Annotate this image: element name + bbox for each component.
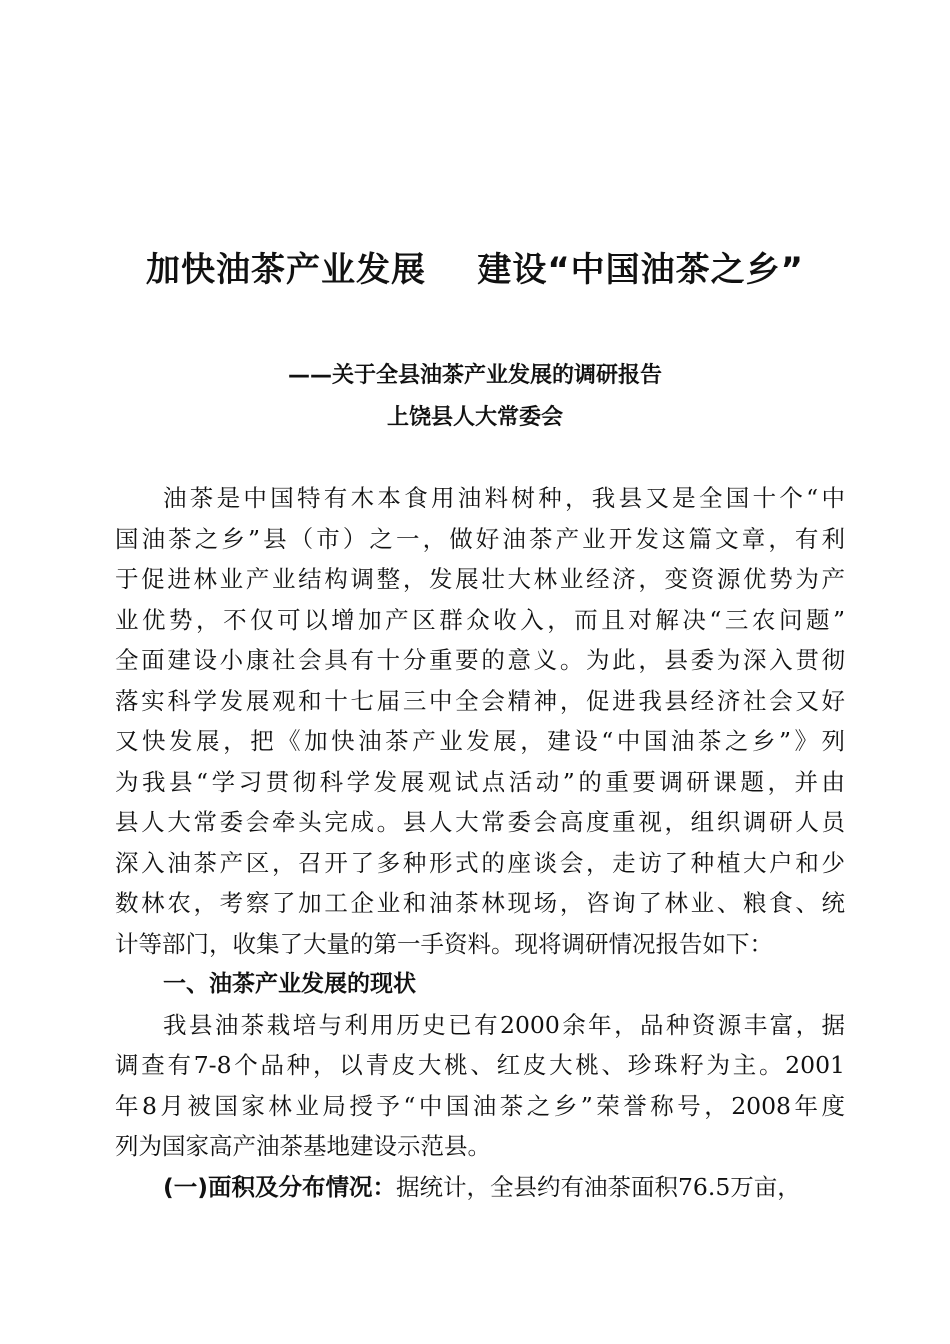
document-subtitle: ——关于全县油茶产业发展的调研报告: [287, 363, 662, 388]
subsection-text: 据统计，全县约有油茶面积76.5万亩，: [395, 1172, 801, 1201]
paragraph-line: 落实科学发展观和十七届三中全会精神，促进我县经济社会又好: [115, 686, 845, 715]
document-author: 上饶县人大常委会: [386, 405, 563, 430]
paragraph-line: 年8月被国家林业局授予“中国油茶之乡”荣誉称号，2008年度: [115, 1091, 845, 1120]
paragraph-line: 油茶是中国特有木本食用油料树种，我县又是全国十个“中: [163, 484, 845, 512]
paragraph-line: 调查有7-8个品种，以青皮大桃、红皮大桃、珍珠籽为主。2001: [115, 1051, 845, 1079]
paragraph-line: 列为国家高产油茶基地建设示范县。: [115, 1132, 491, 1160]
paragraph-line: 县人大常委会牵头完成。县人大常委会高度重视，组织调研人员: [115, 808, 845, 836]
paragraph-line: 深入油茶产区，召开了多种形式的座谈会，走访了种植大户和少: [115, 848, 845, 877]
document-body: [115, 478, 845, 1207]
paragraph-line: 又快发展，把《加快油茶产业发展，建设“中国油茶之乡”》列: [115, 727, 845, 755]
paragraph-line: 业优势，不仅可以增加产区群众收入，而且对解决“三农问题”: [115, 605, 845, 634]
paragraph-line: 我县油茶栽培与利用历史已有2000余年，品种资源丰富，据: [163, 1010, 845, 1039]
document-title: 加快油茶产业发展 建设“中国油茶之乡”: [145, 250, 805, 290]
paragraph-line: 于促进林业产业结构调整，发展壮大林业经济，变资源优势为产: [115, 565, 845, 593]
subsection-label: (一)面积及分布情况：: [163, 1172, 396, 1201]
paragraph-line: 数林农，考察了加工企业和油茶林现场，咨询了林业、粮食、统: [115, 889, 845, 917]
paragraph-line: 全面建设小康社会具有十分重要的意义。为此，县委为深入贯彻: [115, 646, 845, 674]
paragraph-line: 计等部门，收集了大量的第一手资料。现将调研情况报告如下：: [115, 929, 773, 958]
paragraph-line: 为我县“学习贯彻科学发展观试点活动”的重要调研课题，并由: [115, 767, 845, 796]
paragraph-line: 国油茶之乡”县（市）之一，做好油茶产业开发这篇文章，有利: [115, 524, 845, 553]
subsection-paragraph: [115, 1167, 845, 1208]
section-heading: 一、油茶产业发展的现状: [163, 971, 416, 997]
